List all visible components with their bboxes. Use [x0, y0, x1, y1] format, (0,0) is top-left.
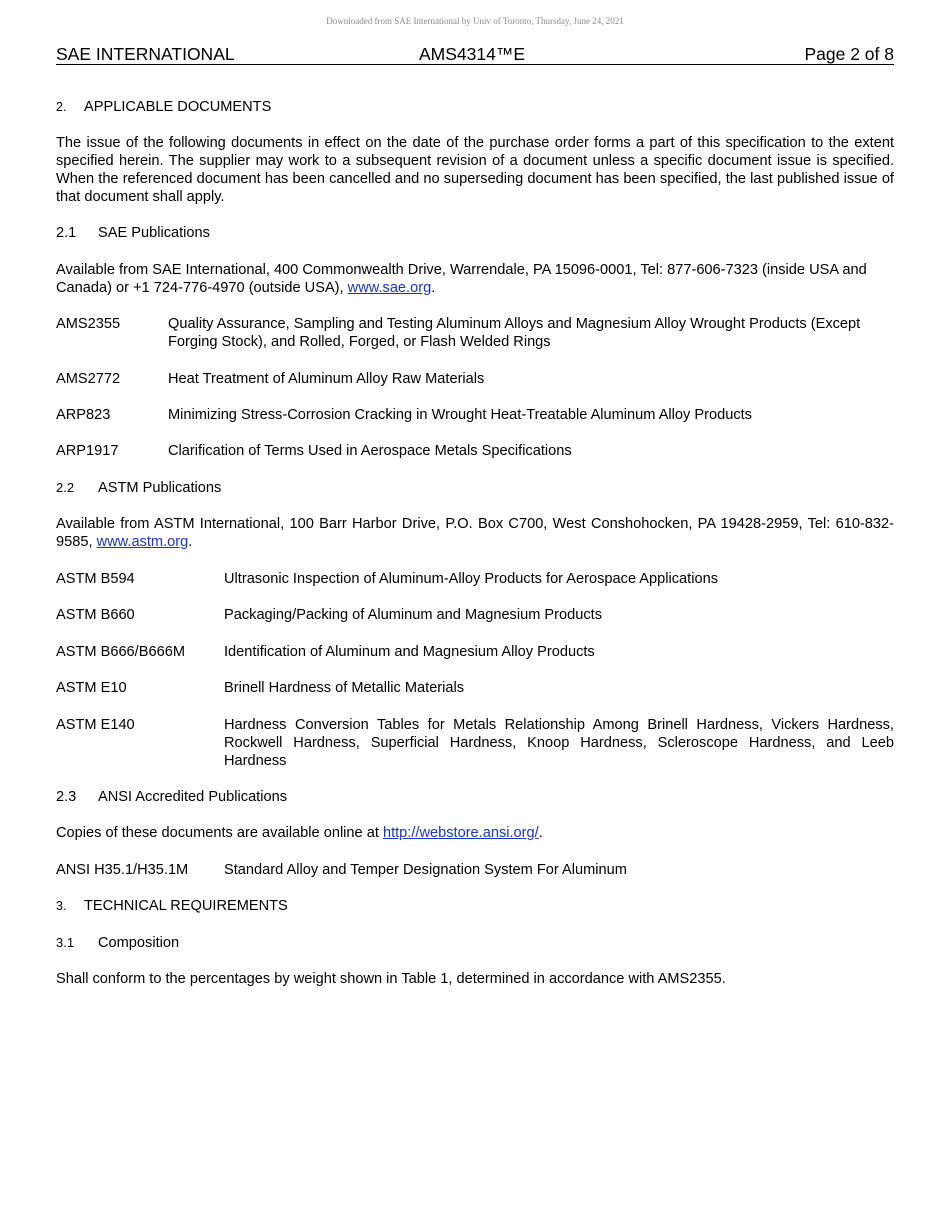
reference-code: ASTM B594 [56, 571, 135, 587]
reference-title: Standard Alloy and Temper Designation System For Aluminum [224, 862, 627, 878]
composition-text: Shall conform to the percentages by weight shown in Table 1, determined in accordance with AMS2355. [56, 971, 726, 987]
reference-title: Minimizing Stress-Corrosion Cracking in Wrought Heat-Treatable Aluminum Alloy Products [168, 407, 752, 423]
reference-code: ARP823 [56, 407, 111, 423]
section-2-1-heading [56, 224, 210, 242]
reference-code: ARP1917 [56, 443, 119, 459]
section-2-2-heading [56, 479, 221, 497]
reference-title: Clarification of Terms Used in Aerospace Metals Specifications [168, 443, 572, 459]
reference-code: ASTM B666/B666M [56, 644, 185, 660]
astm-link[interactable]: www.astm.org [96, 534, 189, 550]
section-number: 2.1 [56, 225, 77, 241]
section-title: APPLICABLE DOCUMENTS [84, 99, 272, 115]
availability-text: Available from SAE International, 400 Commonwealth Drive, Warrendale, PA 15096-0001, Tel: 877-606-7323 (inside USA and Canada) or +1 724-776-4970 (outside USA), [56, 262, 867, 296]
ansi-link[interactable]: http://webstore.ansi.org/ [382, 825, 539, 841]
section-number: 2.2 [56, 480, 75, 495]
availability-tail: . [538, 825, 543, 841]
reference-code: AMS2355 [56, 316, 121, 332]
availability-text: Available from ASTM International, 100 Barr Harbor Drive, P.O. Box C700, West Conshohocken, PA 19428-2959, Tel: 610-832-9585, [56, 516, 894, 550]
sae-availability [56, 261, 894, 297]
reference-title: Hardness Conversion Tables for Metals Relationship Among Brinell Hardness, Vickers Hardness, Rockwell Hardness, Superficial Hardness, Knoop Hardness, Scleroscope Hardness, and Leeb Hardness [224, 717, 894, 769]
section-number: 2. [56, 100, 67, 114]
reference-code: ASTM E10 [56, 680, 127, 696]
availability-tail: . [188, 534, 193, 550]
header-doc-number: AMS4314™E [419, 44, 526, 64]
reference-code: ASTM E140 [56, 717, 135, 733]
reference-title: Brinell Hardness of Metallic Materials [224, 680, 465, 696]
reference-title: Identification of Aluminum and Magnesium Alloy Products [224, 644, 595, 660]
section-number: 3.1 [56, 935, 75, 950]
header-org: SAE INTERNATIONAL [56, 44, 235, 64]
section-3-heading [56, 897, 288, 915]
section-number: 3. [56, 899, 67, 913]
section-2-3-heading [56, 788, 287, 806]
reference-code: AMS2772 [56, 371, 121, 387]
section-title: Composition [98, 935, 180, 951]
header-page-number: Page 2 of 8 [804, 44, 894, 64]
section-title: ASTM Publications [98, 480, 222, 496]
astm-availability [56, 515, 894, 551]
section-2-heading [56, 98, 271, 116]
reference-title: Ultrasonic Inspection of Aluminum-Alloy Products for Aerospace Applications [224, 571, 718, 587]
reference-title: Heat Treatment of Aluminum Alloy Raw Materials [168, 371, 485, 387]
section-title: ANSI Accredited Publications [98, 789, 288, 805]
section-number: 2.3 [56, 789, 77, 805]
reference-code: ASTM B660 [56, 607, 135, 623]
section-3-1-heading [56, 934, 179, 952]
sae-link[interactable]: www.sae.org [347, 280, 432, 296]
availability-text: Copies of these documents are available online at [56, 825, 383, 841]
reference-title: Packaging/Packing of Aluminum and Magnesium Products [224, 607, 603, 623]
page-header [56, 44, 894, 65]
section-title: SAE Publications [98, 225, 210, 241]
reference-code: ANSI H35.1/H35.1M [56, 862, 189, 878]
section-2-intro: The issue of the following documents in effect on the date of the purchase order forms a part of this specification to the extent specified herein. The supplier may work to a subsequent revision of a document unless a specific document issue is specified. When the referenced document has been cancelled and no superseding document has been specified, the last published issue of that document shall apply. [56, 135, 894, 205]
download-watermark: Downloaded from SAE International by Univ of Toronto, Thursday, June 24, 2021 [326, 16, 624, 26]
ansi-availability [56, 824, 543, 842]
section-title: TECHNICAL REQUIREMENTS [84, 898, 288, 914]
reference-title: Quality Assurance, Sampling and Testing Aluminum Alloys and Magnesium Alloy Wrought Products (Except Forging Stock), and Rolled, Forged, or Flash Welded Rings [168, 316, 861, 350]
availability-tail: . [431, 280, 436, 296]
